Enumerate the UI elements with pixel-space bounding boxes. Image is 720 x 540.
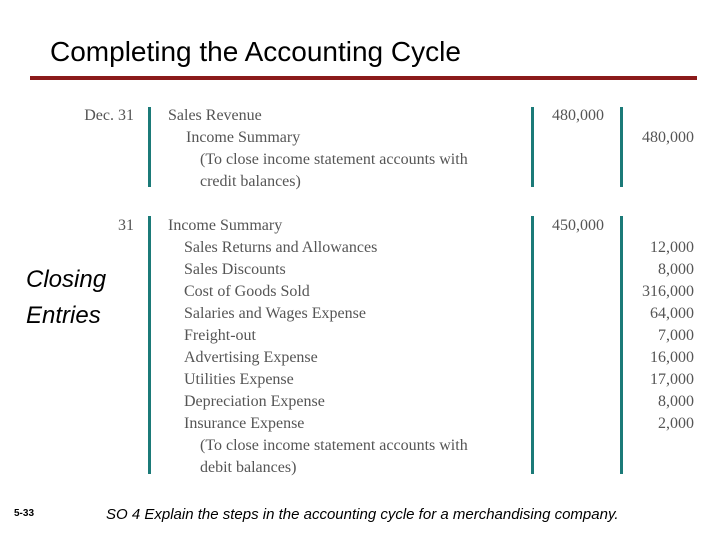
date-divider-2 <box>148 216 151 474</box>
side-label-line-1: Closing <box>26 266 107 293</box>
credit-divider-1 <box>620 107 623 187</box>
date-divider-1 <box>148 107 151 187</box>
entry-explanation: debit balances) <box>200 459 297 476</box>
credit-account: Sales Discounts <box>184 261 286 278</box>
credit-account: Freight-out <box>184 327 256 344</box>
entry-explanation: (To close income statement accounts with <box>200 151 468 168</box>
credit-amount: 480,000 <box>642 129 694 146</box>
study-objective: SO 4 Explain the steps in the accounting cycle for a merchandising company. <box>106 506 619 523</box>
credit-amount: 316,000 <box>642 283 694 300</box>
credit-divider-2 <box>620 216 623 474</box>
credit-amount: 8,000 <box>658 393 694 410</box>
credit-amount: 8,000 <box>658 261 694 278</box>
debit-divider-2 <box>531 216 534 474</box>
entry-explanation: (To close income statement accounts with <box>200 437 468 454</box>
debit-amount: 480,000 <box>552 107 604 124</box>
credit-amount: 12,000 <box>650 239 694 256</box>
credit-amount: 7,000 <box>658 327 694 344</box>
credit-account: Salaries and Wages Expense <box>184 305 366 322</box>
debit-divider-1 <box>531 107 534 187</box>
page-number: 5-33 <box>14 508 35 519</box>
debit-account: Sales Revenue <box>168 107 262 124</box>
credit-amount: 2,000 <box>658 415 694 432</box>
entry-date: 31 <box>118 217 134 234</box>
credit-amount: 17,000 <box>650 371 694 388</box>
credit-amount: 64,000 <box>650 305 694 322</box>
credit-account: Income Summary <box>186 129 301 146</box>
credit-account: Insurance Expense <box>184 415 305 432</box>
side-label-line-2: Entries <box>26 302 101 329</box>
credit-amount: 16,000 <box>650 349 694 366</box>
credit-account: Utilities Expense <box>184 371 294 388</box>
debit-account: Income Summary <box>168 217 283 234</box>
entry-date: Dec. 31 <box>84 107 134 124</box>
credit-account: Cost of Goods Sold <box>184 283 310 300</box>
entry-explanation: credit balances) <box>200 173 301 190</box>
debit-amount: 450,000 <box>552 217 604 234</box>
credit-account: Sales Returns and Allowances <box>184 239 378 256</box>
credit-account: Depreciation Expense <box>184 393 325 410</box>
slide-title: Completing the Accounting Cycle <box>50 36 461 67</box>
credit-account: Advertising Expense <box>184 349 318 366</box>
